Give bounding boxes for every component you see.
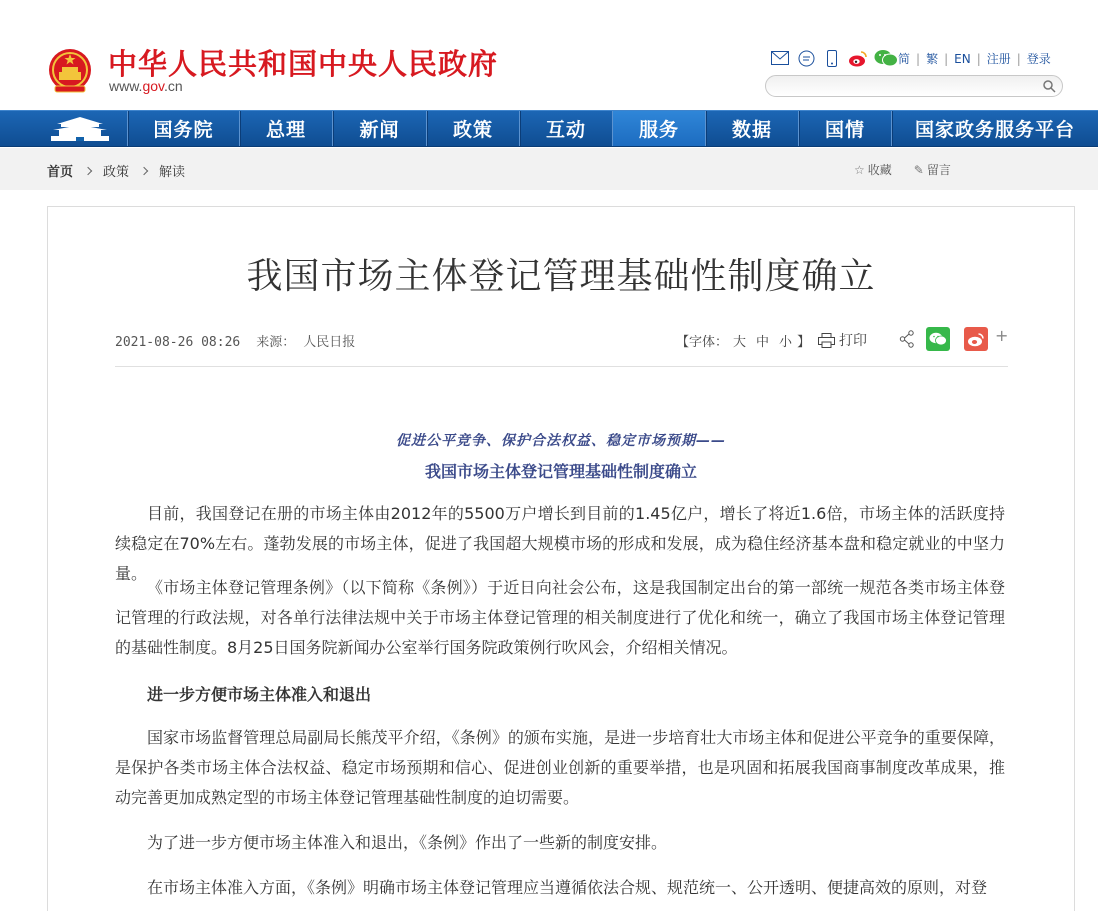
favorite-button[interactable]	[854, 161, 892, 178]
weibo-icon	[967, 332, 985, 347]
chevron-right-icon	[84, 166, 92, 174]
article-paragraph: 《市场主体登记管理条例》（以下简称《条例》）于近日向社会公布，这是我国制定出台的第一部统一规范各类市场主体登记管理的行政法规，对各单行法律法规中关于市场主体登记管理的相关制度进行了优化和统一，确立了我国市场主体登记管理的基础性制度。8月25日国务院新闻办公室举行国务院政策例行吹风会，介绍相关情况。	[115, 578, 1005, 657]
nav-home-tiananmen-icon[interactable]	[33, 111, 127, 146]
link-separator: |	[976, 51, 981, 66]
nav-item-interaction[interactable]: 互动	[545, 119, 586, 141]
link-simplified[interactable]: 简	[898, 52, 911, 66]
breadcrumb-interpretation[interactable]: 解读	[159, 165, 186, 180]
article-title: 我国市场主体登记管理基础性制度确立	[246, 256, 876, 297]
site-title[interactable]: 中华人民共和国中央人民政府	[108, 47, 499, 81]
comment-button[interactable]	[914, 161, 951, 178]
nav-item-national-info[interactable]: 国情	[824, 119, 865, 141]
article-subtitle-lead: 促进公平竞争、保护合法权益、稳定市场预期——	[396, 433, 726, 449]
site-url-suffix: .cn	[164, 78, 183, 94]
national-emblem-icon[interactable]	[47, 46, 93, 96]
search-box	[765, 75, 1063, 97]
font-size-control	[676, 331, 810, 350]
breadcrumb	[47, 161, 185, 180]
mobile-icon[interactable]	[822, 48, 842, 68]
star-icon: ☆	[854, 163, 865, 177]
weibo-icon[interactable]	[848, 48, 868, 68]
share-wechat-button[interactable]	[926, 327, 950, 351]
nav-item-policy[interactable]: 政策	[452, 119, 493, 141]
comment-label: 留言	[926, 163, 951, 177]
wechat-icon	[929, 332, 947, 346]
article-subtitle: 我国市场主体登记管理基础性制度确立	[424, 462, 697, 481]
font-label-open: 【字体：	[676, 335, 729, 350]
site-url-prefix: www.	[109, 78, 143, 94]
font-large-button[interactable]: 大	[733, 335, 747, 350]
link-english[interactable]: EN	[954, 51, 971, 66]
article-meta	[115, 331, 355, 350]
article-paragraph: 目前，我国登记在册的市场主体由2012年的5500万户增长到目前的1.45亿户，增长了将近1.6倍，市场主体的活跃度持续稳定在70%左右。蓬勃发展的市场主体，促进了我国超大规模市场的形成和发展，成为稳住经济基本盘和稳定就业的中坚力量。	[115, 504, 1005, 583]
chevron-right-icon	[140, 166, 148, 174]
link-login[interactable]: 登录	[1026, 52, 1051, 66]
nav-item-data[interactable]: 数据	[731, 119, 772, 141]
nav-item-state-council[interactable]: 国务院	[153, 119, 214, 141]
article-date: 2021-08-26 08:26	[115, 335, 241, 350]
search-input[interactable]	[776, 78, 1036, 94]
source-label: 来源：	[256, 335, 296, 350]
more-share-icon[interactable]: +	[995, 326, 1009, 345]
print-label: 打印	[839, 333, 867, 349]
search-icon[interactable]	[1042, 79, 1056, 93]
link-separator: |	[916, 51, 921, 66]
favorite-label: 收藏	[867, 163, 892, 177]
breadcrumb-home[interactable]: 首页	[47, 165, 74, 180]
nav-item-news[interactable]: 新闻	[359, 119, 400, 141]
article-paragraph: 为了进一步方便市场主体准入和退出，《条例》作出了一些新的制度安排。	[147, 833, 668, 852]
chat-bubble-icon[interactable]	[796, 48, 816, 68]
article-paragraph: 在市场主体准入方面，《条例》明确市场主体登记管理应当遵循依法合规、规范统一、公开透明、便捷高效的原则，对登	[147, 878, 988, 897]
section-heading: 进一步方便市场主体准入和退出	[147, 685, 372, 704]
meta-divider	[115, 366, 1008, 367]
link-separator: |	[944, 51, 949, 66]
pencil-icon: ✎	[913, 163, 924, 177]
breadcrumb-bar	[0, 148, 1098, 190]
header-tools	[770, 46, 898, 70]
share-weibo-button[interactable]	[964, 327, 988, 351]
font-medium-button[interactable]: 中	[756, 335, 770, 350]
print-button[interactable]	[818, 330, 867, 350]
nav-item-premier[interactable]: 总理	[265, 119, 306, 141]
breadcrumb-policy[interactable]: 政策	[103, 165, 130, 180]
font-label-close: 】	[797, 335, 811, 350]
mail-icon[interactable]	[770, 48, 790, 68]
font-small-button[interactable]: 小	[779, 335, 793, 350]
nav-item-services[interactable]: 服务	[613, 111, 705, 146]
link-separator: |	[1016, 51, 1021, 66]
main-nav	[0, 110, 1098, 147]
site-header	[0, 0, 1098, 110]
link-register[interactable]: 注册	[986, 52, 1011, 66]
site-url[interactable]	[109, 78, 183, 94]
printer-icon	[818, 333, 835, 348]
nav-item-service-platform[interactable]: 国家政务服务平台	[914, 119, 1075, 141]
share-icon[interactable]	[899, 330, 915, 348]
link-traditional[interactable]: 繁	[926, 52, 939, 66]
site-url-domain: gov	[142, 78, 164, 94]
wechat-icon[interactable]	[874, 48, 898, 68]
header-links	[898, 50, 1051, 67]
article-source: 人民日报	[303, 335, 356, 350]
article-paragraph: 国家市场监督管理总局副局长熊茂平介绍，《条例》的颁布实施，是进一步培育壮大市场主体和促进公平竞争的重要保障，是保护各类市场主体合法权益、稳定市场预期和信心、促进创业创新的重要举措，也是巩固和拓展我国商事制度改革成果，推动完善更加成熟定型的市场主体登记管理基础性制度的迫切需要。	[115, 728, 1005, 807]
page-actions	[854, 161, 951, 178]
